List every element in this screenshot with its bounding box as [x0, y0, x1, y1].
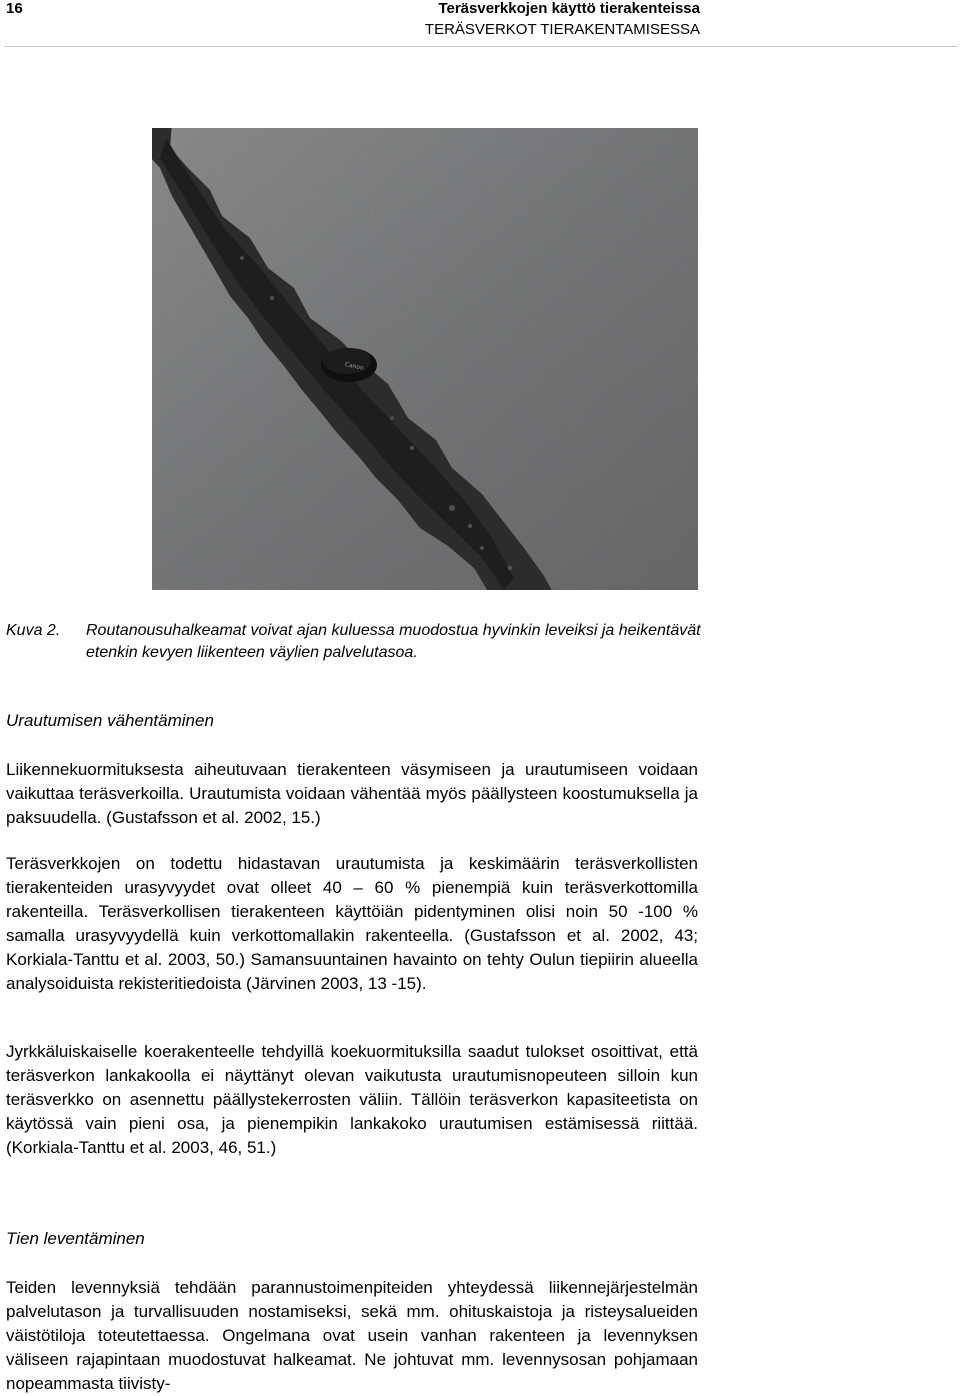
page-number: 16: [6, 0, 23, 17]
running-subtitle: TERÄSVERKOT TIERAKENTAMISESSA: [424, 21, 700, 38]
header-divider: [4, 46, 958, 47]
lens-cap: [321, 348, 377, 382]
section-heading-widening: Tien leventäminen: [6, 1229, 145, 1248]
paragraph-widening-1: Teiden levennyksiä tehdään parannustoimenpiteiden yhteydessä liikennejärjestelmän palvelutason ja turvallisuuden nostamiseksi, sekä mm. ohituskaistoja ja risteysalueiden väistötiloja toteutettaessa. Ongelmana ovat usein vanhan rakenteen ja levennyksen väliseen rajapintaan muodostuvat halkeamat. Ne johtuvat mm. levennysosan pohjamaan nopeammasta tiivisty-: [6, 1278, 698, 1393]
paragraph-rutting-1: Liikennekuormituksesta aiheutuvaan tierakenteen väsymiseen ja urautumiseen voidaan vaikuttaa teräsverkoilla. Urautumista voidaan vähentää myös päällysteen koostumuksella ja paksuudella. (Gustafsson et al. 2002, 15.): [6, 760, 698, 827]
asphalt-crack-photo: [152, 128, 698, 590]
paragraph-rutting-2: Teräsverkkojen on todettu hidastavan urautumista ja keskimäärin teräsverkollisten tierakenteiden urasyvyydet ovat olleet 40 – 60 % pienempiä kuin teräsverkottomilla rakenteilla. Teräsverkollisen tierakenteen käyttöiän pidentyminen olisi noin 50 -100 % samalla urasyvyydellä kuin verkottomallakin rakenteella. (Gustafsson et al. 2002, 43; Korkiala-Tanttu et al. 2003, 50.) Samansuuntainen havainto on tehty Oulun tiepiirin alueella analysoiduista rekisteritiedoista (Järvinen 2003, 13 -15).: [6, 854, 698, 993]
paragraph-rutting-3: Jyrkkäluiskaiselle koerakenteelle tehdyillä koekuormituksilla saadut tulokset osoittivat, että teräsverkon lankakoolla ei näyttänyt olevan vaikutusta urautumisnopeuteen silloin kun teräsverkko on asennettu päällystekerrosten väliin. Tällöin teräsverkon kapasiteetista on käytössä vain pieni osa, ja pienempikin lankakoko urautumisen estämisessä riittää. (Korkiala-Tanttu et al. 2003, 46, 51.): [6, 1042, 698, 1157]
lens-cap-brand: Canon: [344, 361, 365, 372]
caption-text: Routanousuhalkeamat voivat ajan kuluessa muodostua hyvinkin leveiksi ja heikentävät etenkin kevyen liikenteen väylien palvelutasoa.: [86, 622, 701, 661]
section-heading-rutting: Urautumisen vähentäminen: [6, 711, 214, 730]
running-title: Teräsverkkojen käyttö tierakenteissa: [438, 0, 700, 17]
caption-label: Kuva 2.: [6, 622, 61, 639]
